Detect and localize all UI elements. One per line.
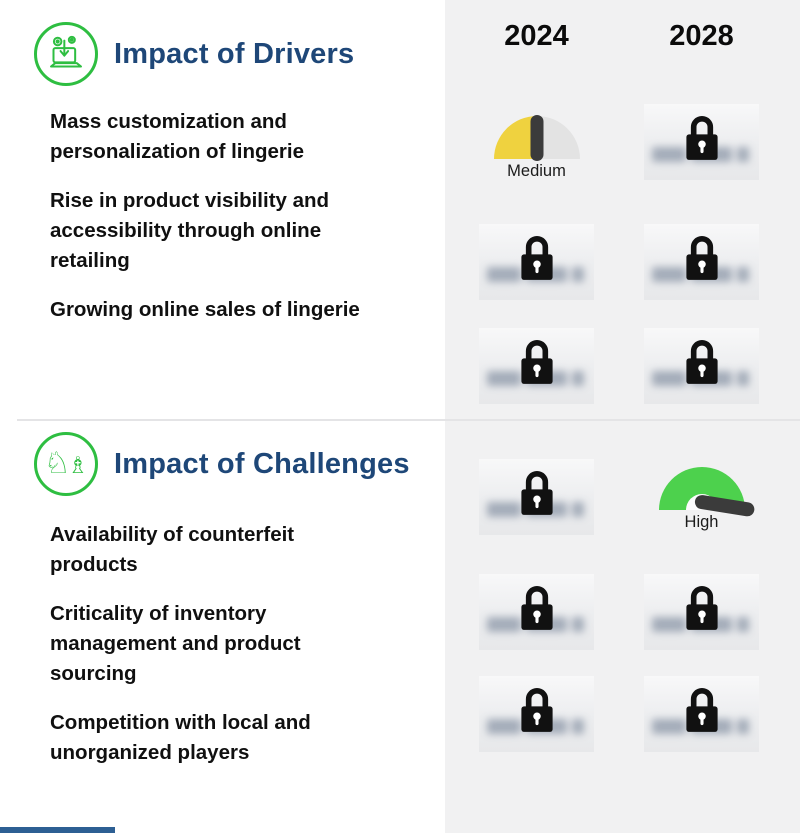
chess-knight-glyph: ♘	[43, 446, 71, 481]
section-divider	[17, 419, 800, 421]
gauge-level-label: Medium	[507, 162, 566, 180]
impact-item: Rise in product visibility and accessibility through online retailing	[50, 189, 330, 272]
chess-bishop-glyph: ♗	[67, 453, 89, 479]
locked-rating-card[interactable]	[479, 224, 594, 300]
padlock-icon	[681, 112, 723, 164]
rating-cell-2028	[644, 574, 759, 650]
rating-cell-2028	[644, 459, 759, 535]
padlock-icon	[516, 467, 558, 519]
locked-rating-card[interactable]	[644, 676, 759, 752]
drivers-item-list	[50, 107, 365, 344]
padlock-icon	[681, 684, 723, 736]
section-header-challenges	[34, 432, 410, 496]
impact-item: Availability of counterfeit products	[50, 523, 295, 576]
padlock-icon	[681, 582, 723, 634]
column-header-2028: 2028	[669, 20, 734, 52]
locked-rating-card[interactable]	[479, 459, 594, 535]
rating-cell-2028	[644, 676, 759, 752]
rating-cell-2024	[479, 224, 594, 300]
chess-strategy-icon	[34, 432, 98, 496]
rating-cell-2024	[479, 104, 594, 180]
rating-cell-2024	[479, 328, 594, 404]
rating-cell-2028	[644, 224, 759, 300]
section-title-drivers: Impact of Drivers	[114, 37, 355, 70]
padlock-icon	[516, 684, 558, 736]
locked-rating-card[interactable]	[644, 328, 759, 404]
locked-rating-card[interactable]	[479, 328, 594, 404]
padlock-icon	[516, 582, 558, 634]
locked-rating-card[interactable]	[644, 104, 759, 180]
padlock-icon	[681, 336, 723, 388]
bottom-accent-bar	[0, 827, 115, 833]
padlock-icon	[516, 336, 558, 388]
padlock-icon	[681, 232, 723, 284]
rating-cell-2028	[644, 104, 759, 180]
challenges-item-list	[50, 520, 365, 787]
impact-item: Growing online sales of lingerie	[50, 298, 360, 321]
impact-item: Competition with local and unorganized players	[50, 711, 311, 764]
section-header-drivers	[34, 22, 354, 86]
impact-gauge-medium	[479, 104, 594, 181]
impact-gauge-high	[644, 459, 759, 532]
locked-rating-card[interactable]	[644, 574, 759, 650]
automation-laptop-gears-icon	[34, 22, 98, 86]
rating-cell-2028	[644, 328, 759, 404]
locked-rating-card[interactable]	[479, 676, 594, 752]
locked-rating-card[interactable]	[479, 574, 594, 650]
rating-cell-2024	[479, 676, 594, 752]
locked-rating-card[interactable]	[644, 224, 759, 300]
rating-cell-2024	[479, 574, 594, 650]
rating-cell-2024	[479, 459, 594, 535]
gauge-level-label: High	[684, 513, 719, 531]
impact-item: Mass customization and personalization of lingerie	[50, 110, 305, 163]
gauge-needle	[530, 115, 543, 161]
padlock-icon	[516, 232, 558, 284]
impact-item: Criticality of inventory management and product sourcing	[50, 602, 301, 685]
column-header-2024: 2024	[504, 20, 569, 52]
section-title-challenges: Impact of Challenges	[114, 447, 410, 480]
